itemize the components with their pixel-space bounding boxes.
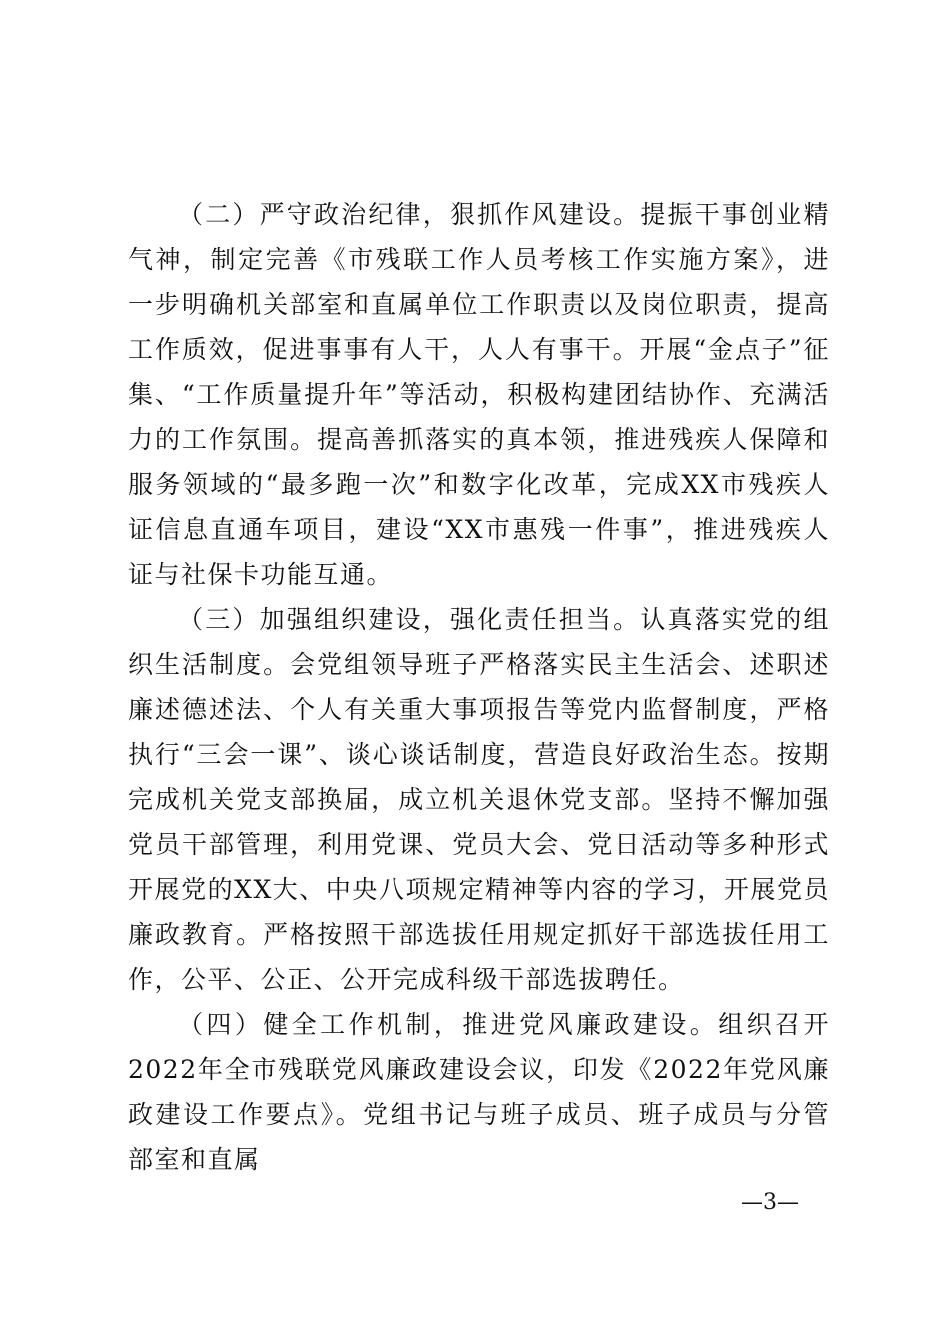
paragraph-2: （二）严守政治纪律，狠抓作风建设。提振干事创业精气神，制定完善《市残联工作人员考核工作实施方案》，进一步明确机关部室和直属单位工作职责以及岗位职责，提高工作质效，促进事事有人干，人人有事干。开展“金点子”征集、“工作质量提升年”等活动，积极构建团结协作、充满活力的工作氛围。提高善抓落实的真本领，推进残疾人保障和服务领域的“最多跑一次”和数字化改革，完成XX市残疾人证信息直通车项目，建设“XX市惠残一件事”，推进残疾人证与社保卡功能互通。 <box>128 200 830 589</box>
paragraph-3: （三）加强组织建设，强化责任担当。认真落实党的组织生活制度。会党组领导班子严格落实民主生活会、述职述廉述德述法、个人有关重大事项报告等党内监督制度，严格执行“三会一课”、谈心谈话制度，营造良好政治生态。按期完成机关党支部换届，成立机关退休党支部。坚持不懈加强党员干部管理，利用党课、党员大会、党日活动等多种形式开展党的XX大、中央八项规定精神等内容的学习，开展党员廉政教育。严格按照干部选拔任用规定抓好干部选拔任用工作，公平、公正、公开完成科级干部选拔聘任。 <box>128 605 830 994</box>
page-number: —3— <box>741 1190 799 1215</box>
paragraph-4: （四）健全工作机制，推进党风廉政建设。组织召开2022年全市残联党风廉政建设会议，印发《2022年党风廉政建设工作要点》。党组书记与班子成员、班子成员与分管部室和直属 <box>128 1010 830 1174</box>
document-body <box>128 192 830 1182</box>
